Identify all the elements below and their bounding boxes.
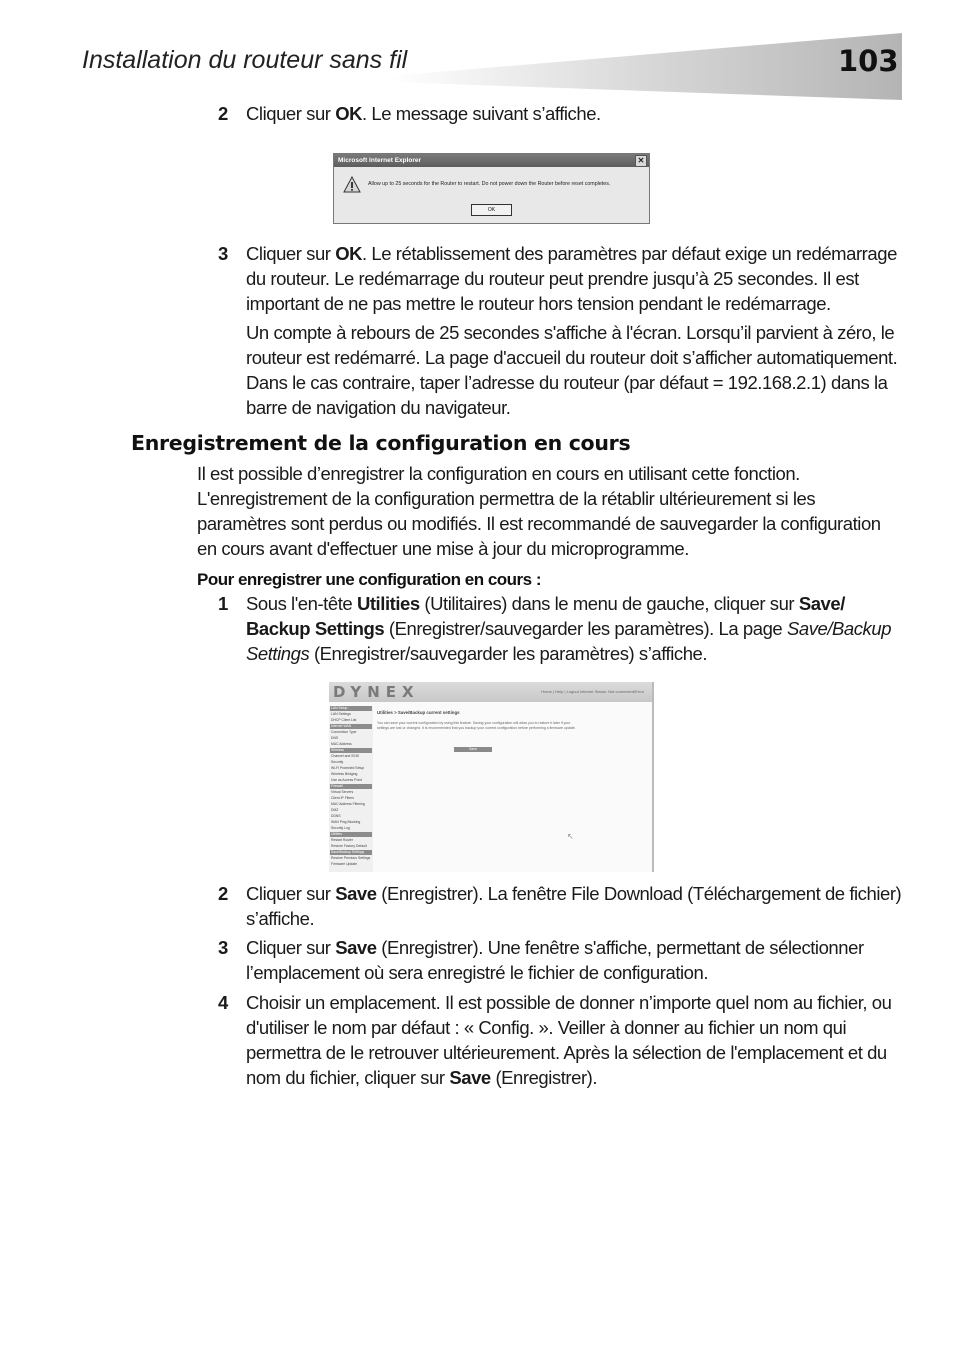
router-sidebar-item: Connection Type xyxy=(331,729,357,734)
router-ui-screenshot xyxy=(329,682,654,872)
router-save-button: Save xyxy=(454,747,492,752)
router-sidebar-item: Wireless Bridging xyxy=(331,771,358,776)
router-topbar xyxy=(329,682,652,702)
router-sidebar-item: DHCP Client List xyxy=(331,717,357,722)
dialog-ok-button: OK xyxy=(471,204,512,216)
step-text: Cliquer sur OK. Le message suivant s’affiche. xyxy=(246,103,601,124)
router-sidebar xyxy=(329,706,373,872)
step-number: 2 xyxy=(218,103,228,124)
step-text: Choisir un emplacement. Il est possible de donner n’importe quel nom au fichier, ou d'utiliser le nom par défaut : « Config. ». Veiller à donner au fichier un nom qui permettra de le retrouver ultérieurement. Après la sélection de l'emplacement et du nom du fichier, cliquer sur Save (Enregistrer). xyxy=(246,992,892,1088)
router-main-panel xyxy=(377,710,647,730)
router-sidebar-item: DMZ xyxy=(331,807,339,812)
ie-dialog-screenshot xyxy=(333,153,650,224)
mouse-cursor-icon: ↖ xyxy=(567,832,574,841)
step-text: Cliquer sur Save (Enregistrer). La fenêtre File Download (Téléchargement de fichier) s’affiche. xyxy=(246,883,902,929)
router-sidebar-item: Security xyxy=(331,759,344,764)
router-sidebar-item: Restart Router xyxy=(331,837,354,842)
router-sidebar-item: Channel and SSID xyxy=(331,753,360,758)
step-number: 4 xyxy=(218,992,228,1013)
close-icon: ✕ xyxy=(635,155,647,167)
router-sidebar-item: MAC Address Filtering xyxy=(331,801,365,806)
step-text: Cliquer sur Save (Enregistrer). Une fenêtre s'affiche, permettant de sélectionner l’emplacement où sera enregistré le fichier de configuration. xyxy=(246,937,864,983)
router-sidebar-item: Client IP Filters xyxy=(331,795,354,800)
step-3-countdown-paragraph: Un compte à rebours de 25 secondes s'affiche à l'écran. Lorsqu’il parvient à zéro, le routeur est redémarré. La page d'accueil du routeur doit s’afficher automatiquement. Dans le cas contraire, taper l’adresse du routeur (par défaut = 192.168.2.1) dans la barre de navigation du navigateur. xyxy=(246,322,898,418)
router-sidebar-item: Restore Previous Settings xyxy=(331,855,371,860)
step-number: 1 xyxy=(218,593,228,614)
router-page-heading: Utilities > Save/Backup current settings xyxy=(377,710,460,715)
warning-icon xyxy=(343,176,361,193)
step-number: 3 xyxy=(218,937,228,958)
dialog-message: Allow up to 25 seconds for the Router to restart. Do not power down the Router before reset completes. xyxy=(368,181,611,187)
section-intro: Il est possible d’enregistrer la configuration en cours en utilisant cette fonction. L'enregistrement de la configuration permettra de la rétablir ultérieurement si les paramètres sont perdus ou modifiés. Il est recommandé de sauvegarder la configuration en cours avant d'effectuer une mise à jour du microprogramme. xyxy=(197,463,881,559)
running-header-title: Installation du routeur sans fil xyxy=(82,46,408,74)
router-description: You can save your current configuration by using this feature. Saving your configuration will allow you to restore it later if your settings are lost or changed. It is recommended that you backup your current configuration before performing a firmware update. xyxy=(377,721,576,730)
step-number: 2 xyxy=(218,883,228,904)
procedure-subheading: Pour enregistrer une configuration en cours : xyxy=(197,570,541,589)
router-sidebar-item: Firmware Update xyxy=(331,861,358,866)
step-text: Cliquer sur OK. Le rétablissement des paramètres par défaut exige un redémarrage du routeur. Le redémarrage du routeur peut prendre jusqu’à 25 secondes. Il est important de ne pas mettre le routeur hors tension pendant le redémarrage. xyxy=(246,243,897,314)
router-sidebar-item: Virtual Servers xyxy=(331,789,354,794)
router-sidebar-item: WAN Ping Blocking xyxy=(331,819,361,824)
router-sidebar-item: Save/Backup Settings xyxy=(330,850,372,855)
router-sidebar-item: DDNS xyxy=(331,813,341,818)
router-sidebar-item: Use as Access Point xyxy=(331,777,362,782)
router-sidebar-item: LAN Settings xyxy=(331,711,351,716)
router-sidebar-item: Firewall xyxy=(330,784,372,789)
dialog-title: Microsoft Internet Explorer xyxy=(338,157,422,164)
page-number: 103 xyxy=(838,44,899,78)
router-sidebar-item: Internet WAN xyxy=(330,724,372,729)
router-sidebar-item: Wireless xyxy=(330,748,372,753)
dialog-titlebar xyxy=(334,154,649,167)
router-sidebar-item: Security Log xyxy=(331,825,350,830)
section-heading: Enregistrement de la configuration en cours xyxy=(131,431,631,455)
router-sidebar-item: Restore Factory Default xyxy=(331,843,367,848)
step-number: 3 xyxy=(218,243,228,264)
router-sidebar-item: MAC Address xyxy=(331,741,352,746)
step-text: Sous l'en-tête Utilities (Utilitaires) dans le menu de gauche, cliquer sur Save/ Backup Settings (Enregistrer/sauvegarder les paramètres). La page Save/Backup Settings (Enregistrer/sauvegarder les paramètres) s’affiche. xyxy=(246,593,892,664)
router-sidebar-item: Utilities xyxy=(330,832,372,837)
router-sidebar-item: DNS xyxy=(331,735,339,740)
router-sidebar-item: LAN Setup xyxy=(330,706,372,711)
router-top-links: Home | Help | Logout Internet Status: Not connected/Error xyxy=(541,689,644,694)
dynex-logo: DYNEX xyxy=(333,683,420,701)
router-sidebar-item: Wi-Fi Protected Setup xyxy=(331,765,365,770)
